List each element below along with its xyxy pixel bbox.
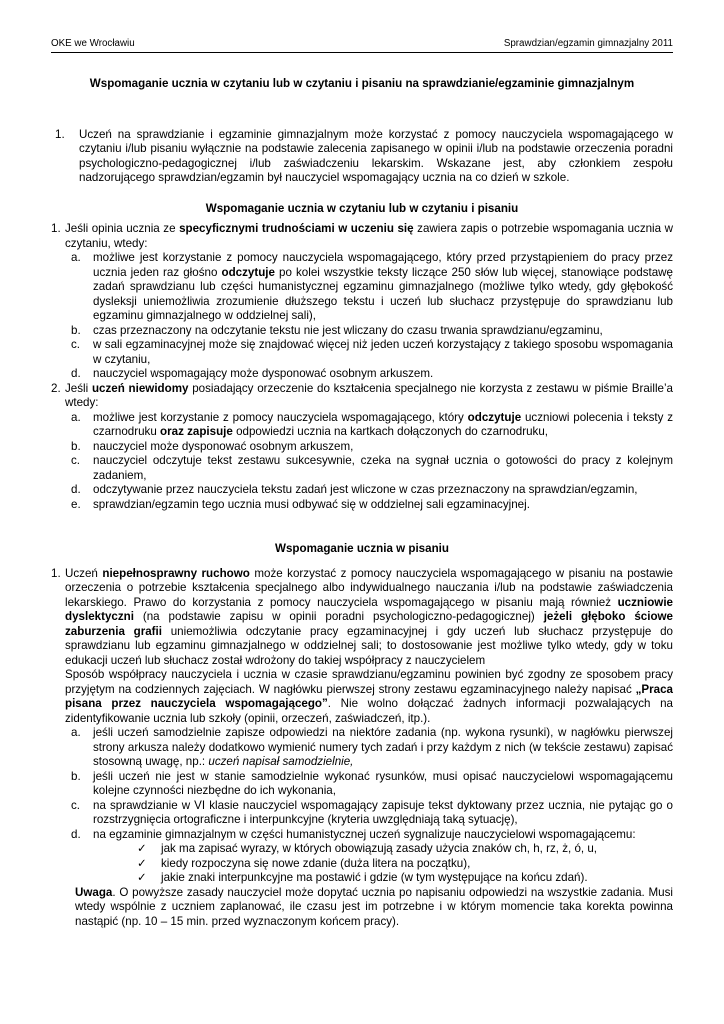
document-page	[51, 38, 673, 929]
list-item: a. możliwe jest korzystanie z pomocy nauczyciela wspomagającego, który odczytuje uczniowi polecenia i teksty z czarnodruku oraz zapisuje odpowiedzi ucznia na kartkach dołączonych do czarnodruku,	[71, 410, 673, 438]
checklist-item: ✓ kiedy rozpoczyna się nowe zdanie (duża litera na początku),	[137, 856, 471, 870]
checkmark-icon: ✓	[137, 856, 147, 870]
document-title: Wspomaganie ucznia w czytaniu lub w czytaniu i pisaniu na sprawdzianie/egzaminie gimnazjalnym	[89, 77, 635, 90]
checklist-item: ✓ jakie znaki interpunkcyjne ma postawić i gdzie (w tym występujące na końcu zdań).	[137, 871, 588, 884]
list-item: b. jeśli uczeń nie jest w stanie samodzielnie wykonać rysunków, musi opisać nauczycielowi wspomagającemu kolejne czynności niezbędne do ich wykonania,	[71, 769, 673, 797]
sec2-point-1: 1. Uczeń niepełnosprawny ruchowo może korzystać z pomocy nauczyciela wspomagającego w pisaniu na postawie orzeczenia o potrzebie kształcenia specjalnego albo indywidualnego nauczania i/lub na podstawie zaświadczenia lekarskiego. Prawo do korzystania z pomocy nauczyciela wspomagającego w pisaniu mają również uczniowie dyslektyczni (na podstawie zapisu w opinii poradni psychologiczno-pedagogicznej) jeżeli głęboko ściowe zaburzenia grafii uniemożliwia odczytanie pracy egzaminacyjnej i gdy uczeń lub słuchacz przystępuje do sprawdzianu lub egzaminu gimnazjalnego w oddzielnej sali; to dostosowanie jest możliwe tylko wtedy, gdy w toku edukacji uczeń lub słuchacz został wdrożony do takiej współpracy z nauczycielem Sposób współpracy nauczyciela i ucznia w czasie sprawdzianu/egzaminu powinien być zgodny ze sposobem pracy przyjętym na codziennych zajęciach. W nagłówku pierwszej strony zestawu egzaminacyjnego należy napisać „Praca pisana przez nauczyciela wspomagającego”. Nie wolno dołączać żadnych informacji pozwalających na zidentyfikowanie ucznia lub szkoły (opinii, orzeczeń, zaświadczeń, itp.). a. jeśli uczeń samodzielnie zapisze odpowiedzi na niektóre zadania (np. wykona rysunki), w nagłówku pierwszej strony arkusza należy dodatkowo wymienić numery tych zadań i przy każdym z nich (w tekście zestawu) zapisać stosowną uwagę, np.: uczeń napisał samodzielnie, b. jeśli uczeń nie jest w stanie samodzielnie wykonać rysunków, musi opisać nauczycielowi wspomagającemu kolejne czynności niezbędne do ich wykonania, c. na sprawdzianie w VI klasie nauczyciel wspomagający zapisuje tekst dyktowany przez ucznia, nie pytając go o rozstrzygnięcia ortograficzne i interpunkcyjne (kryteria uwzględniają taką sytuację), d. na egzaminie gimnazjalnym w części humanistycznej uczeń sygnalizuje nauczycielowi wspomagającemu: ✓ jak ma zapisać wyrazy, w których obowiązują zasady użycia znaków ch, h, rz, ż, ó, u, ✓ kiedy rozpoczyna się nowe zdanie (duża litera na początku), ✓ jakie znaki interpunkcyjne ma postawić i gdzie (w tym występujące na końcu zdań). Uwaga. O powyższe zasady nauczyciel może dopytać ucznia po napisaniu odpowiedzi na wszystkie zadania. Musi wtedy wspólnie z uczniem zaplanować, ile czasu jest im potrzebne i w którym momencie taka korekta powinna nastąpić (np. 10 – 15 min. przed wyznaczonym końcem pracy).	[51, 566, 674, 928]
header-left: OKE we Wrocławiu	[51, 38, 135, 49]
list-item: c. nauczyciel odczytuje tekst zestawu sukcesywnie, czeka na sygnał ucznia o gotowości do pracy z kolejnym zadaniem,	[71, 454, 673, 482]
checkmark-icon: ✓	[137, 842, 147, 855]
sec1-point-1: 1. Jeśli opinia ucznia ze specyficznymi trudnościami w uczeniu się zawiera zapis o potrzebie wspomagania ucznia w czytaniu, wtedy: a. możliwe jest korzystanie z pomocy nauczyciela wspomagającego, który przed przystąpieniem do pracy przez ucznia jeden raz głośno odczytuje po kolei wszystkie teksty liczące 250 słów lub więcej, stanowiące podstawę zadań sprawdzianu lub części humanistycznej egzaminu gimnazjalnego (możliwe tylko wtedy, gdy głębokość dysleksji uniemożliwia zrozumienie dłuższego tekstu i uczeń lub słuchacz przystępuje do sprawdzianu lub egzaminu gimnazjalnego w oddzielnej sali), b. czas przeznaczony na odczytanie tekstu nie jest wliczany do czasu trwania sprawdzianu/egzaminu, c. w sali egzaminacyjnej może się znajdować więcej niż jeden uczeń korzystający z takiego sposobu wspomagania w czytaniu, d. nauczyciel wspomagający może dysponować osobnym arkuszem.	[51, 222, 673, 380]
list-item: d. na egzaminie gimnazjalnym w części humanistycznej uczeń sygnalizuje nauczycielowi wspomagającemu:	[71, 827, 636, 841]
section-title-writing: Wspomaganie ucznia w pisaniu	[275, 542, 449, 555]
note-paragraph: Uwaga. O powyższe zasady nauczyciel może dopytać ucznia po napisaniu odpowiedzi na wszystkie zadania. Musi wtedy wspólnie z uczniem zaplanować, ile czasu jest im potrzebne i w którym momencie taka korekta powinna nastąpić (np. 10 – 15 min. przed wyznaczonym końcem pracy).	[75, 885, 673, 928]
list-item: c. w sali egzaminacyjnej może się znajdować więcej niż jeden uczeń korzystający z takiego sposobu wspomagania w czytaniu,	[71, 338, 673, 366]
list-item: d. nauczyciel wspomagający może dysponować osobnym arkuszem.	[71, 367, 434, 380]
page-header	[51, 38, 673, 53]
sec2-paragraph-2: Sposób współpracy nauczyciela i ucznia w czasie sprawdzianu/egzaminu powinien być zgodny ze sposobem pracy przyjętym na codziennych zajęciach. W nagłówku pierwszej strony zestawu egzaminacyjnego należy napisać „Praca pisana przez nauczyciela wspomagającego”. Nie wolno dołączać żadnych informacji pozwalających na zidentyfikowanie ucznia lub szkoły (opinii, orzeczeń, zaświadczeń, itp.).	[65, 668, 673, 725]
intro-paragraph: 1. Uczeń na sprawdzianie i egzaminie gimnazjalnym może korzystać z pomocy nauczyciela wspomagającego w czytaniu i/lub pisaniu wyłącznie na podstawie zalecenia zapisanego w opinii i/lub na podstawie orzeczenia poradni psychologiczno-pedagogicznej i/lub zaświadczeniu lekarskim. Wskazane jest, aby członkiem zespołu nadzorującego sprawdzian/egzamin był nauczyciel wspomagający ucznia na co dzień w szkole.	[55, 127, 673, 184]
sec1-point-2: 2. Jeśli uczeń niewidomy posiadający orzeczenie do kształcenia specjalnego nie korzysta z zestawu w piśmie Braille’a wtedy: a. możliwe jest korzystanie z pomocy nauczyciela wspomagającego, który odczytuje uczniowi polecenia i teksty z czarnodruku oraz zapisuje odpowiedzi ucznia na kartkach dołączonych do czarnodruku, b. nauczyciel może dysponować osobnym arkuszem, c. nauczyciel odczytuje tekst zestawu sukcesywnie, czeka na sygnał ucznia o gotowości do pracy z kolejnym zadaniem, d. odczytywanie przez nauczyciela tekstu zadań jest wliczone w czas przeznaczony na sprawdzian/egzamin, e. sprawdzian/egzamin tego ucznia musi odbywać się w oddzielnej sali egzaminacyjnej.	[51, 381, 673, 511]
section-title-reading: Wspomaganie ucznia w czytaniu lub w czytaniu i pisaniu	[205, 201, 519, 215]
list-item: b. nauczyciel może dysponować osobnym arkuszem,	[71, 439, 354, 453]
checkmark-icon: ✓	[137, 871, 147, 884]
list-item: a. jeśli uczeń samodzielnie zapisze odpowiedzi na niektóre zadania (np. wykona rysunki), w nagłówku pierwszej strony arkusza należy dodatkowo wymienić numery tych zadań i przy każdym z nich (w tekście zestawu) zapisać stosowną uwagę, np.: uczeń napisał samodzielnie,	[71, 726, 673, 768]
checklist-item: ✓ jak ma zapisać wyrazy, w których obowiązują zasady użycia znaków ch, h, rz, ż, ó, u,	[137, 842, 598, 855]
list-item: a. możliwe jest korzystanie z pomocy nauczyciela wspomagającego, który przed przystąpieniem do pracy przez ucznia jeden raz głośno odczytuje po kolei wszystkie teksty liczące 250 słów lub więcej, stanowiące podstawę zadań sprawdzianu lub części humanistycznej egzaminu gimnazjalnego (możliwe tylko wtedy, gdy głębokość dysleksji uniemożliwia zrozumienie dłuższego tekstu i uczeń lub słuchacz przystępuje do sprawdzianu lub egzaminu gimnazjalnego w oddzielnej sali),	[71, 251, 673, 322]
header-right: Sprawdzian/egzamin gimnazjalny 2011	[503, 38, 673, 49]
list-item: c. na sprawdzianie w VI klasie nauczyciel wspomagający zapisuje tekst dyktowany przez ucznia, nie pytając go o rozstrzygnięcia ortograficzne i interpunkcyjne (kryteria uwzględniają taką sytuację),	[71, 798, 673, 826]
list-item: e. sprawdzian/egzamin tego ucznia musi odbywać się w oddzielnej sali egzaminacyjnej.	[71, 497, 530, 511]
list-item: b. czas przeznaczony na odczytanie tekstu nie jest wliczany do czasu trwania sprawdzianu/egzaminu,	[71, 323, 603, 337]
list-item: d. odczytywanie przez nauczyciela tekstu zadań jest wliczone w czas przeznaczony na sprawdzian/egzamin,	[71, 483, 638, 496]
